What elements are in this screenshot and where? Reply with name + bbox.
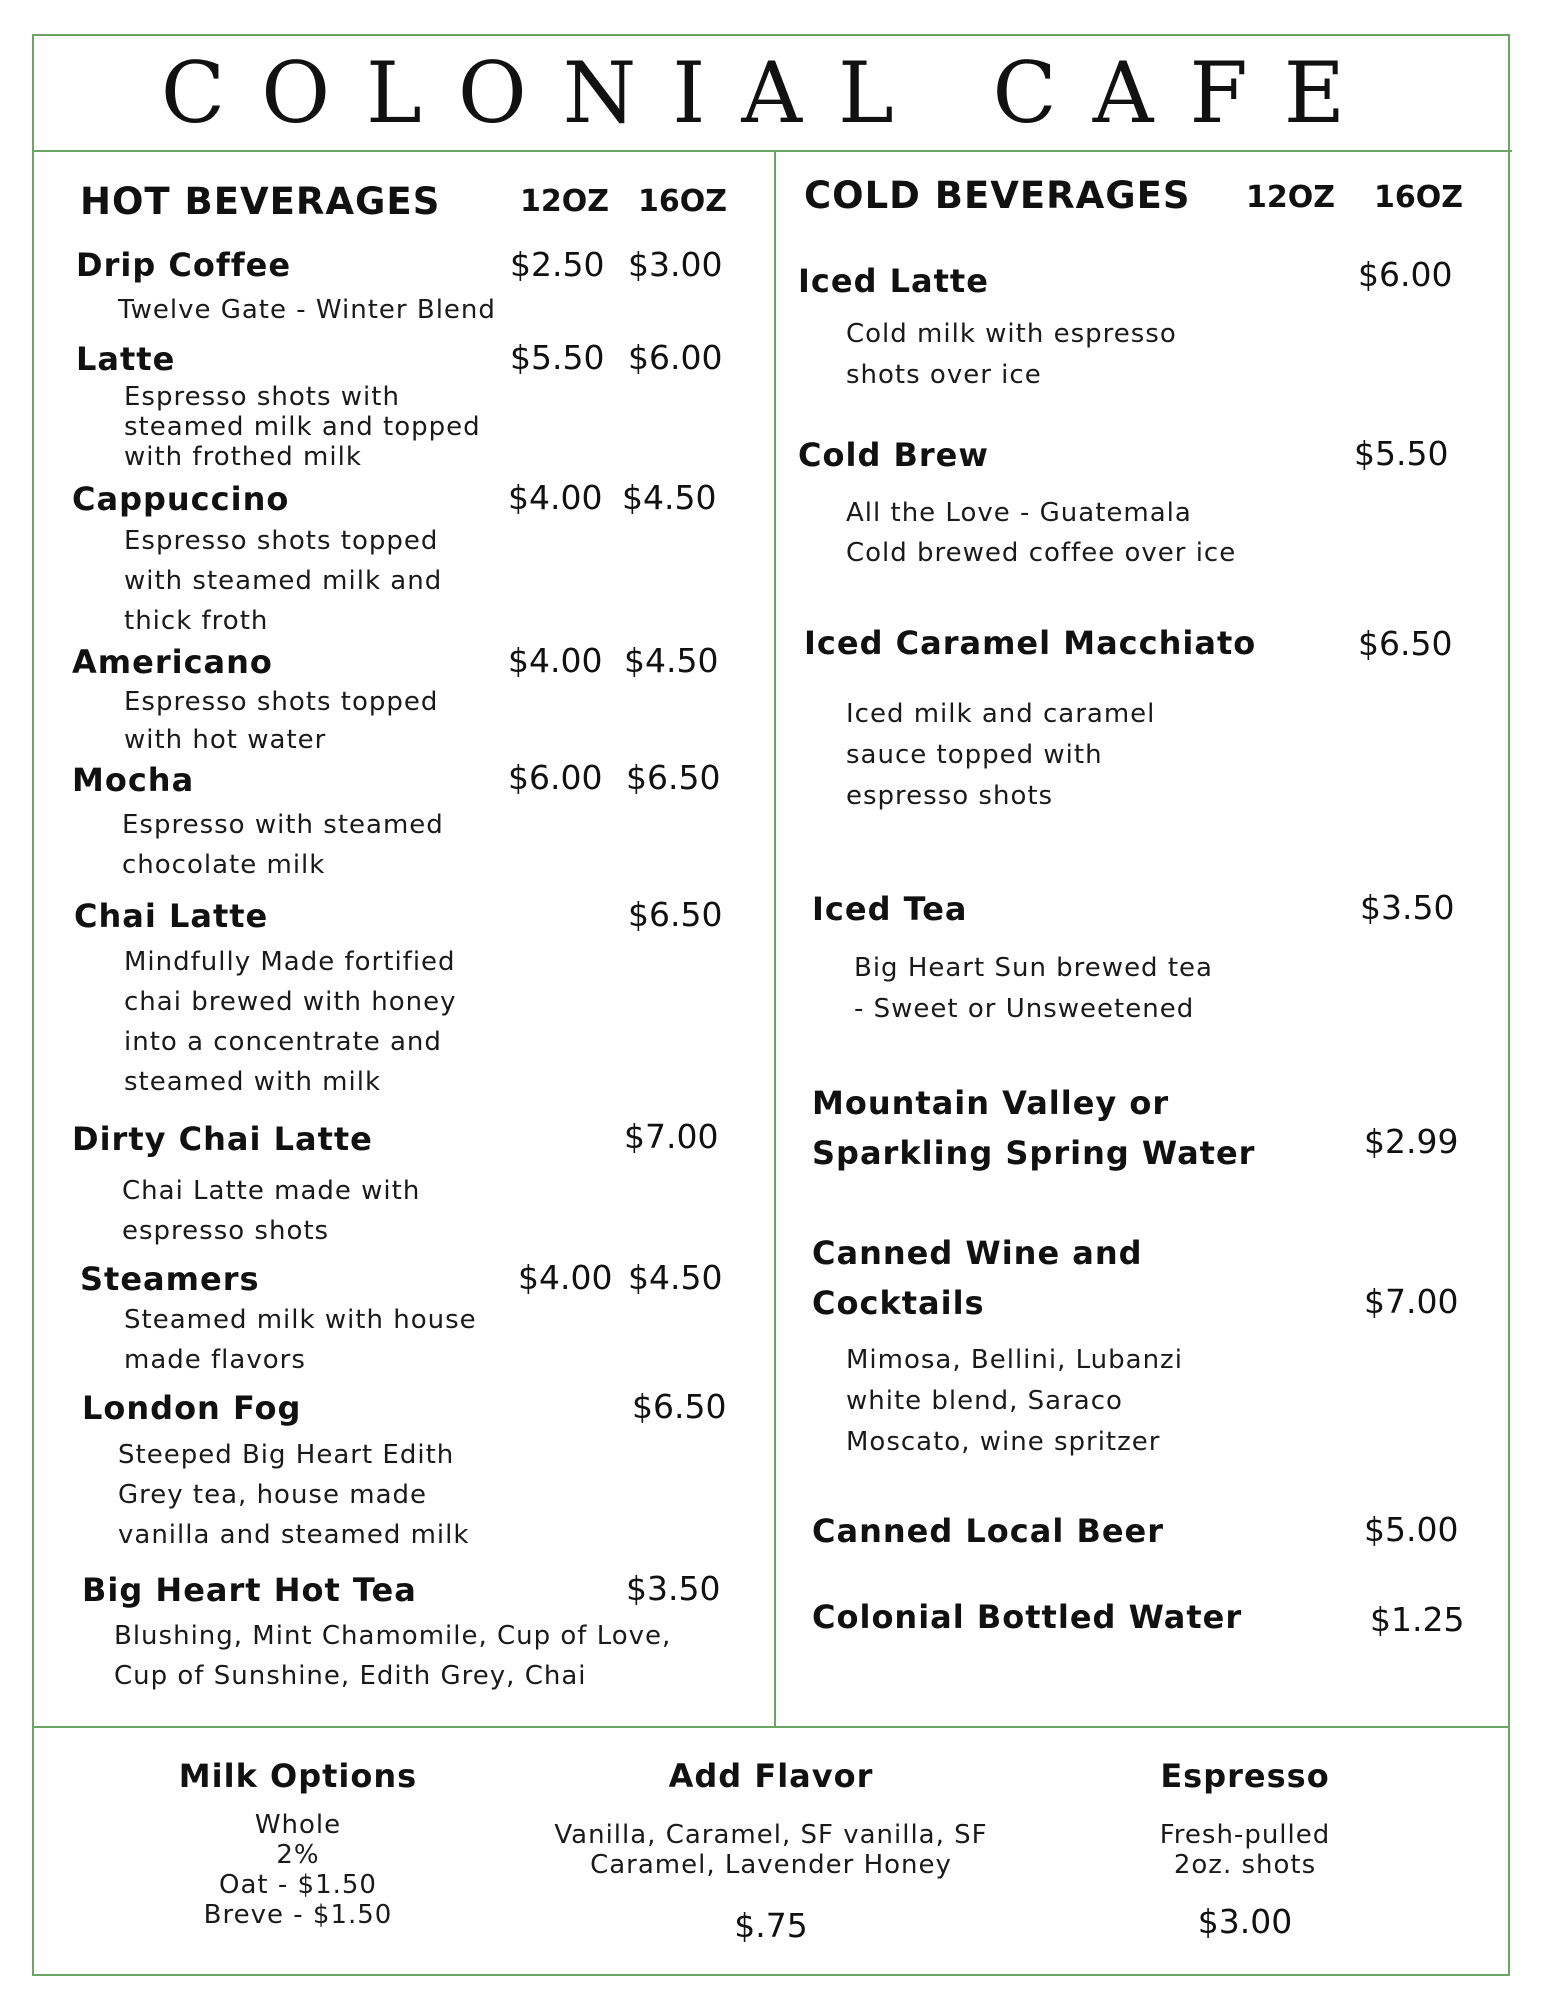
- add-flavor-text: Vanilla, Caramel, SF vanilla, SF Caramel, Lavender Honey: [554, 1820, 988, 1880]
- hot-item-desc: Steamed milk with house made flavors: [124, 1305, 477, 1375]
- hot-item-price-12oz: $5.50: [510, 338, 605, 377]
- cold-size-12oz: 12OZ: [1246, 180, 1336, 215]
- hot-item-name: Mocha: [72, 761, 195, 799]
- hot-item-price-16oz: $4.50: [628, 1258, 723, 1297]
- hot-item-name: London Fog: [82, 1389, 302, 1427]
- cold-item-name: Canned Wine and Cocktails: [812, 1234, 1143, 1322]
- cold-item-desc: Cold milk with espresso shots over ice: [846, 319, 1177, 390]
- cold-item-price: $1.25: [1370, 1600, 1465, 1639]
- hot-size-16oz: 16OZ: [638, 184, 728, 219]
- hot-item-desc: Blushing, Mint Chamomile, Cup of Love, Cup of Sunshine, Edith Grey, Chai: [114, 1621, 672, 1691]
- hot-item-name: Chai Latte: [74, 897, 269, 935]
- hot-beverages-header: HOT BEVERAGES: [80, 180, 441, 223]
- cold-item-desc: Iced milk and caramel sauce topped with espresso shots: [846, 699, 1156, 811]
- hot-item-desc: Espresso with steamed chocolate milk: [122, 810, 444, 880]
- page-title: COLONIAL CAFE: [160, 44, 1382, 142]
- hot-item-name: Big Heart Hot Tea: [82, 1571, 417, 1609]
- hot-item-price-16oz: $6.50: [626, 758, 721, 797]
- hot-item-name: Steamers: [80, 1260, 260, 1298]
- hot-item-price-12oz: $4.00: [508, 641, 603, 680]
- hot-item-desc: Mindfully Made fortified chai brewed with honey into a concentrate and steamed with milk: [124, 947, 457, 1097]
- hot-item-price-12oz: $6.00: [508, 758, 603, 797]
- hot-item-price-16oz: $3.50: [626, 1569, 721, 1608]
- cold-item-name: Canned Local Beer: [812, 1512, 1165, 1550]
- cold-item-name: Colonial Bottled Water: [812, 1598, 1243, 1636]
- hot-item-price-16oz: $6.50: [628, 895, 723, 934]
- milk-options-text: Whole 2% Oat - $1.50 Breve - $1.50: [203, 1810, 393, 1930]
- cold-item-name: Iced Tea: [812, 890, 968, 928]
- add-flavor-title: Add Flavor: [668, 1757, 874, 1795]
- title-divider: [34, 150, 1512, 152]
- hot-item-desc: Steeped Big Heart Edith Grey tea, house made vanilla and steamed milk: [118, 1440, 470, 1550]
- hot-item-desc: Espresso shots with steamed milk and topped with frothed milk: [124, 382, 481, 472]
- milk-options-title: Milk Options: [178, 1757, 418, 1795]
- hot-item-price-16oz: $4.50: [622, 478, 717, 517]
- footer-divider: [34, 1726, 1508, 1728]
- cold-item-name: Iced Caramel Macchiato: [804, 624, 1257, 662]
- cold-item-name: Cold Brew: [798, 436, 989, 474]
- hot-item-price-16oz: $4.50: [624, 641, 719, 680]
- cold-item-name: Mountain Valley or Sparkling Spring Water: [812, 1084, 1256, 1172]
- add-flavor-price: $.75: [734, 1906, 808, 1945]
- hot-item-name: Cappuccino: [72, 480, 290, 518]
- cold-item-price: $6.50: [1358, 624, 1453, 663]
- hot-item-name: Drip Coffee: [76, 246, 292, 284]
- cold-item-name: Iced Latte: [798, 262, 989, 300]
- hot-item-price-16oz: $3.00: [628, 245, 723, 284]
- hot-item-desc: Espresso shots topped with steamed milk and thick froth: [124, 526, 443, 636]
- espresso-price: $3.00: [1197, 1902, 1293, 1941]
- cold-item-price: $3.50: [1360, 888, 1455, 927]
- hot-item-desc: Espresso shots topped with hot water: [124, 687, 439, 755]
- hot-item-price-12oz: $4.00: [508, 478, 603, 517]
- hot-item-price-16oz: $7.00: [624, 1117, 719, 1156]
- cold-item-price: $5.00: [1364, 1510, 1459, 1549]
- cold-item-desc: Big Heart Sun brewed tea - Sweet or Unsweetened: [854, 953, 1213, 1024]
- hot-item-desc: Chai Latte made with espresso shots: [122, 1176, 421, 1246]
- hot-item-price-16oz: $6.00: [628, 338, 723, 377]
- hot-item-price-12oz: $2.50: [510, 245, 605, 284]
- cold-size-16oz: 16OZ: [1374, 180, 1464, 215]
- cold-item-price: $6.00: [1358, 255, 1453, 294]
- cold-beverages-header: COLD BEVERAGES: [804, 174, 1191, 217]
- espresso-title: Espresso: [1160, 1757, 1330, 1795]
- hot-item-name: Americano: [72, 643, 273, 681]
- column-divider: [774, 152, 776, 1726]
- cold-item-price: $2.99: [1364, 1122, 1459, 1161]
- hot-item-price-16oz: $6.50: [632, 1387, 727, 1426]
- cold-item-price: $7.00: [1364, 1282, 1459, 1321]
- hot-size-12oz: 12OZ: [520, 184, 610, 219]
- hot-item-price-12oz: $4.00: [518, 1258, 613, 1297]
- cold-item-price: $5.50: [1354, 434, 1449, 473]
- hot-item-name: Dirty Chai Latte: [72, 1120, 373, 1158]
- hot-item-desc: Twelve Gate - Winter Blend: [118, 295, 496, 325]
- espresso-text: Fresh-pulled 2oz. shots: [1159, 1820, 1331, 1880]
- cold-item-desc: All the Love - Guatemala Cold brewed coffee over ice: [846, 498, 1237, 568]
- hot-item-name: Latte: [76, 340, 176, 378]
- cold-item-desc: Mimosa, Bellini, Lubanzi white blend, Saraco Moscato, wine spritzer: [846, 1345, 1183, 1457]
